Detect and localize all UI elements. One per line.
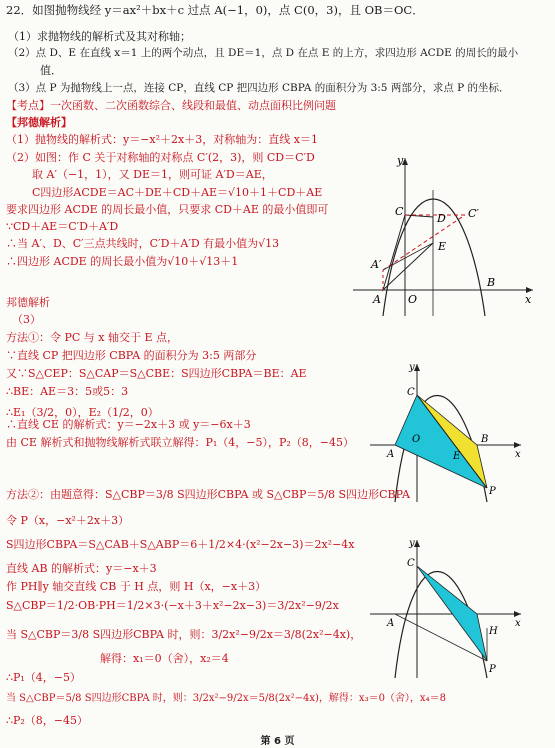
method-1-line-e: ∴E₁（3/2，0），E₂（1/2，0） [6, 406, 159, 419]
label-d: D [437, 212, 446, 225]
question-2-line-a: （2）点 D、E 在直线 x＝1 上的两个动点，且 DE＝1，点 D 在点 E 的上方，求四边形 ACDE 的周长的最小 [8, 47, 519, 59]
label-x: x [515, 449, 521, 460]
page-number: 第 6 页 [260, 736, 295, 747]
label-c: C [407, 387, 415, 398]
label-b: B [481, 434, 489, 445]
method-2-line-b: 令 P（x，−x²＋2x＋3） [6, 514, 130, 527]
method-2-line-k: ∴P₂（8，−45） [6, 714, 89, 727]
method-1-line-d: ∴BE：AE＝3：5或5：3 [6, 385, 129, 398]
question-2-line-b: 值． [40, 64, 62, 77]
label-c: C [395, 205, 404, 218]
figure-2 [365, 360, 525, 505]
method-2-line-a: 方法②：由题意得：S△CBP＝3/8 S四边形CBPA 或 S△CBP＝5/8 S四边形CBPA [6, 488, 410, 501]
label-e: E [453, 451, 461, 462]
method-2-line-f: S△CBP＝1/2·OB·PH＝1/2×3·(−x＋3＋x²−2x−3)＝3/2x²−9/2x [6, 599, 339, 612]
figure-3 [365, 536, 525, 681]
method-1-line-b: ∵直线 CP 把四边形 CBPA 的面积分为 3:5 两部分 [6, 349, 257, 362]
part-2-line-g: ∴四边形 ACDE 的周长最小值为√10＋√13＋1 [6, 255, 239, 268]
label-p: P [489, 486, 496, 497]
method-2-line-c: S四边形CBPA＝S△CAB＋S△ABP＝6＋1/2×4·(x²−2x−3)＝2x²−4x [6, 538, 355, 551]
method-1-line-c: 又∵S△CEP：S△CAP＝S△CBE：S四边形CBPA＝BE：AE [6, 367, 307, 380]
question-1: （1）求抛物线的解析式及其对称轴； [8, 30, 191, 43]
label-x: x [525, 293, 532, 306]
method-2-line-d: 直线 AB 的解析式：y＝−x＋3 [6, 562, 157, 575]
label-y: y [397, 154, 404, 167]
part-2-line-f: ∴当 A′、D、C′三点共线时，C′D＋A′D 有最小值为√13 [6, 237, 280, 250]
label-o: O [408, 293, 418, 306]
method-2-line-j: 当 S△CBP＝5/8 S四边形CBPA 时，则：3/2x²−9/2x＝5/8(2x²−4x)，解得：x₃＝0（舍），x₄＝8 [6, 693, 446, 704]
method-2-line-g: 当 S△CBP＝3/8 S四边形CBPA 时，则：3/2x²−9/2x＝3/8(2x²−4x)， [6, 628, 362, 641]
method-2-line-i: ∴P₁（4，−5） [6, 671, 82, 684]
quadrilateral-acde [383, 215, 433, 290]
label-a: A [373, 293, 381, 306]
method-1-line-g: 由 CE 解析式和抛物线解析式联立解得：P₁（4，−5），P₂（8，−45） [6, 436, 354, 449]
method-1-line-f: ∴直线 CE 的解析式：y＝−2x＋3 或 y＝−6x＋3 [6, 418, 251, 431]
y-axis-arrow [414, 364, 420, 371]
part-2-line-a: （2）如图：作 C 关于对称轴的对称点 C′(2，3)，则 CD＝C′D [6, 151, 315, 164]
kaodian: 【考点】一次函数、二次函数综合、线段和最值、动点面积比例问题 [6, 99, 336, 112]
part-2-line-d: 要求四边形 ACDE 的周长最小值，只要求 CD＋AE 的最小值即可 [6, 203, 329, 216]
part-3-label: （3） [12, 313, 41, 326]
solution-header-2: 邦德解析 [6, 296, 50, 309]
label-c: C [407, 558, 415, 569]
part-2-line-e: ∵CD＋AE＝C′D＋A′D [6, 220, 119, 233]
method-2-line-e: 作 PH∥y 轴交直线 CB 于 H 点，则 H（x，−x＋3） [6, 580, 267, 593]
label-e: E [438, 240, 447, 253]
label-a: A [387, 449, 395, 460]
label-o: O [412, 434, 421, 445]
label-y: y [409, 538, 415, 549]
problem-line-1: 22．如图抛物线经 y＝ax²＋bx＋c 过点 A(−1，0)，点 C(0，3)，且 OB＝OC． [6, 3, 424, 17]
part-2-line-c: C四边形ACDE＝AC＋DE＋CD＋AE＝√10＋1＋CD＋AE [32, 186, 323, 199]
label-y: y [409, 362, 415, 373]
label-x: x [515, 618, 521, 629]
label-a-prime: A′ [371, 258, 382, 271]
method-1-line-a: 方法①：令 PC 与 x 轴交于 E 点， [6, 331, 179, 344]
question-3: （3）点 P 为抛物线上一点，连接 CP，直线 CP 把四边形 CBPA 的面积分为 3:5 两部分，求点 P 的坐标． [8, 82, 510, 94]
x-axis-arrow [514, 611, 521, 617]
label-h: H [489, 626, 498, 637]
method-2-line-h: 解得：x₁＝0（舍），x₂＝4 [100, 652, 229, 665]
dashed-line-a-c [383, 215, 465, 270]
y-axis-arrow [414, 540, 420, 547]
label-p: P [489, 664, 496, 675]
part-1-answer: （1）抛物线的解析式：y＝−x²＋2x＋3，对称轴为：直线 x＝1 [6, 133, 318, 146]
label-c-prime: C′ [468, 207, 479, 220]
x-axis-arrow [514, 442, 521, 448]
solution-header: 【邦德解析】 [6, 116, 72, 129]
figure-1 [345, 150, 540, 320]
part-2-line-b: 取 A′（−1，1），又 DE＝1，则可证 A′D＝AE， [32, 168, 273, 181]
label-a: A [387, 618, 395, 629]
label-b: B [487, 276, 496, 289]
